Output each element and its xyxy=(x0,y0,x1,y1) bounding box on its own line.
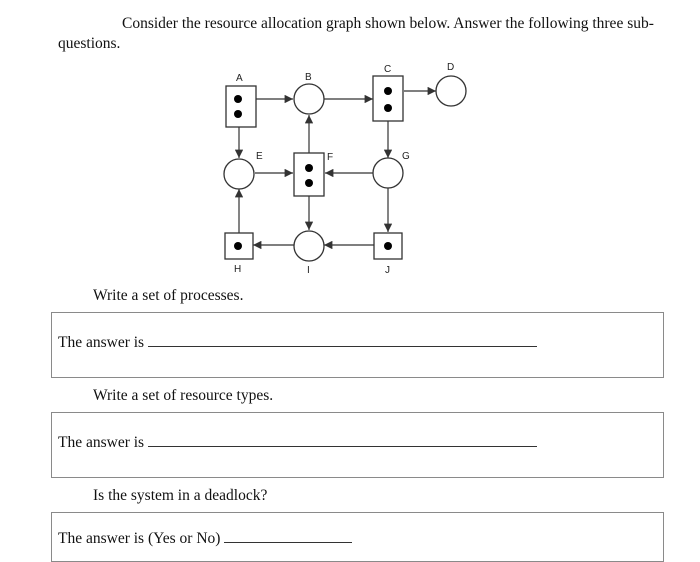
answer-label-2: The answer is xyxy=(58,434,145,451)
instance-dot-A2 xyxy=(234,110,242,118)
answer-row-2 xyxy=(58,434,537,452)
label-J: J xyxy=(385,265,390,276)
process-G xyxy=(373,158,403,188)
resource-C xyxy=(373,76,403,121)
instance-dot-C2 xyxy=(384,104,392,112)
label-F: F xyxy=(327,152,334,163)
answer-label-1: The answer is xyxy=(58,334,145,351)
answer-label-3: The answer is (Yes or No) xyxy=(58,530,221,547)
resource-A xyxy=(226,86,256,127)
label-E: E xyxy=(256,151,263,162)
instance-dot-H1 xyxy=(234,242,242,250)
question-2-prompt: Write a set of resource types. xyxy=(93,387,274,404)
process-I xyxy=(294,231,324,261)
instance-dot-A1 xyxy=(234,95,242,103)
answer-row-3 xyxy=(58,530,352,548)
label-D: D xyxy=(447,62,455,73)
process-E xyxy=(224,159,254,189)
answer-row-1 xyxy=(58,334,537,352)
label-I: I xyxy=(307,265,310,276)
answer-line-2[interactable] xyxy=(148,434,537,447)
process-D xyxy=(436,76,466,106)
question-3-prompt: Is the system in a deadlock? xyxy=(93,487,268,504)
intro-line-1: Consider the resource allocation graph shown below. Answer the following three sub- xyxy=(122,15,654,32)
label-A: A xyxy=(236,73,243,84)
label-H: H xyxy=(234,264,242,275)
label-B: B xyxy=(305,72,312,83)
process-B xyxy=(294,84,324,114)
instance-dot-F2 xyxy=(305,179,313,187)
answer-line-1[interactable] xyxy=(148,334,537,347)
answer-line-3[interactable] xyxy=(224,530,352,543)
question-1-prompt: Write a set of processes. xyxy=(93,287,244,304)
label-C: C xyxy=(384,64,392,75)
instance-dot-C1 xyxy=(384,87,392,95)
intro-line-2: questions. xyxy=(58,35,121,52)
instance-dot-F1 xyxy=(305,164,313,172)
resource-F xyxy=(294,153,324,196)
instance-dot-J1 xyxy=(384,242,392,250)
label-G: G xyxy=(402,151,410,162)
